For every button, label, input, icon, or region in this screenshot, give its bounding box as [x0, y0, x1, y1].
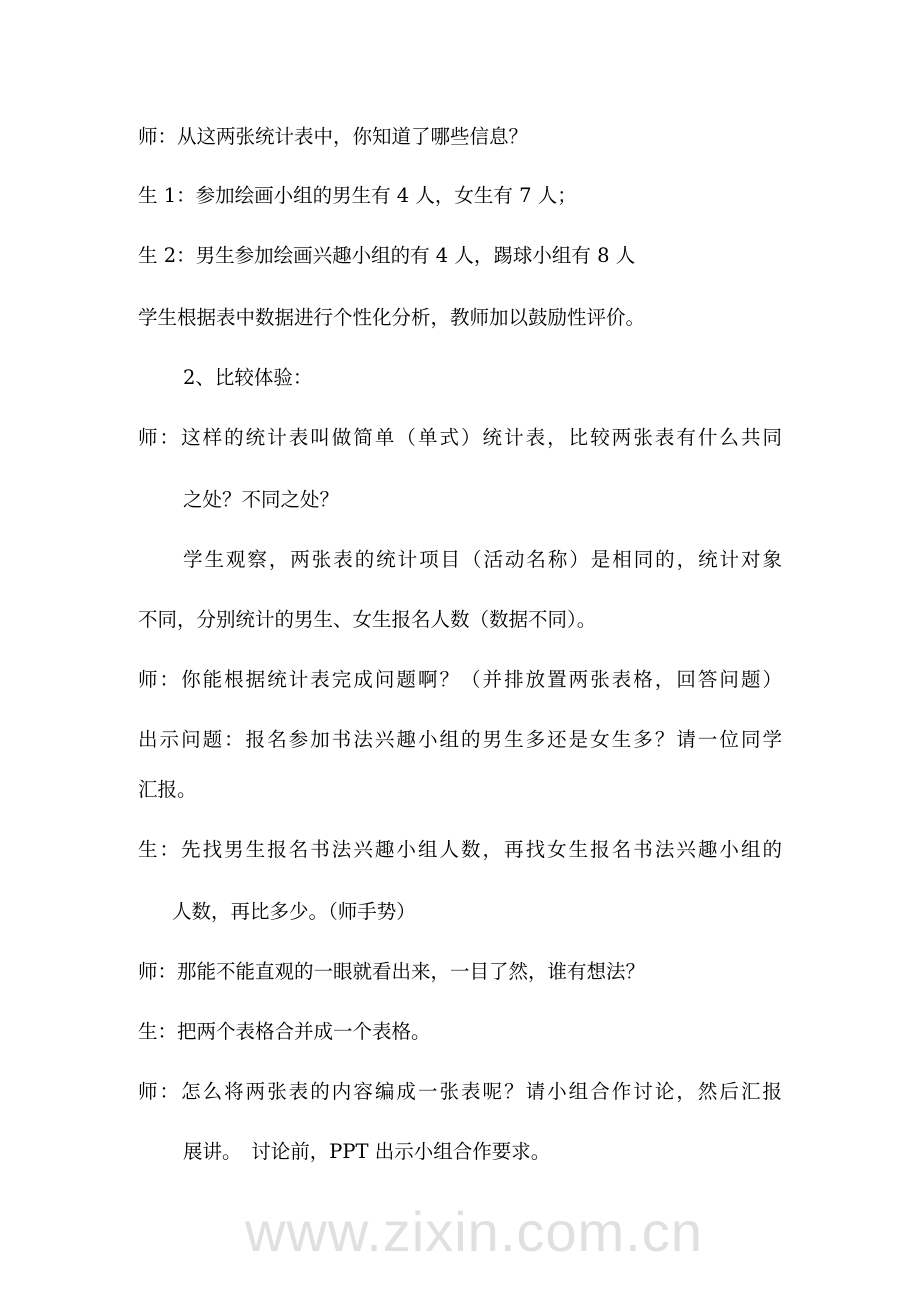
- paragraph-line: 出示问题：报名参加书法兴趣小组的男生多还是女生多？请一位同学: [138, 728, 782, 751]
- paragraph-line: 师：你能根据统计表完成问题啊？（并排放置两张表格，回答问题）: [138, 668, 782, 691]
- paragraph-line: 之处？不同之处？: [183, 488, 340, 511]
- paragraph-line: 师：那能不能直观的一眼就看出来，一目了然，谁有想法？: [138, 960, 646, 983]
- paragraph-line: 不同，分别统计的男生、女生报名人数（数据不同）。: [138, 608, 597, 631]
- paragraph-line: 师：怎么将两张表的内容编成一张表呢？请小组合作讨论，然后汇报: [138, 1080, 782, 1103]
- paragraph-line: 生：把两个表格合并成一个表格。: [138, 1020, 431, 1043]
- paragraph-line: 师：这样的统计表叫做简单（单式）统计表，比较两张表有什么共同: [138, 426, 782, 449]
- paragraph-line: 生 2：男生参加绘画兴趣小组的有 4 人，踢球小组有 8 人: [138, 244, 636, 267]
- watermark: www.zixin.com.cn: [245, 1200, 703, 1263]
- paragraph-line: 汇报。: [138, 778, 197, 801]
- section-heading: 2、比较体验：: [183, 366, 313, 389]
- paragraph-line: 学生观察，两张表的统计项目（活动名称）是相同的，统计对象: [183, 548, 782, 571]
- paragraph-line: 生：先找男生报名书法兴趣小组人数，再找女生报名书法兴趣小组的: [138, 838, 782, 861]
- paragraph-line: 展讲。 讨论前，PPT 出示小组合作要求。: [183, 1140, 551, 1163]
- paragraph-line: 人数，再比多少。（师手势）: [172, 900, 416, 923]
- paragraph-line: 师：从这两张统计表中，你知道了哪些信息？: [138, 125, 529, 148]
- paragraph-line: 学生根据表中数据进行个性化分析，教师加以鼓励性评价。: [138, 306, 646, 329]
- paragraph-line: 生 1：参加绘画小组的男生有 4 人，女生有 7 人；: [138, 184, 577, 207]
